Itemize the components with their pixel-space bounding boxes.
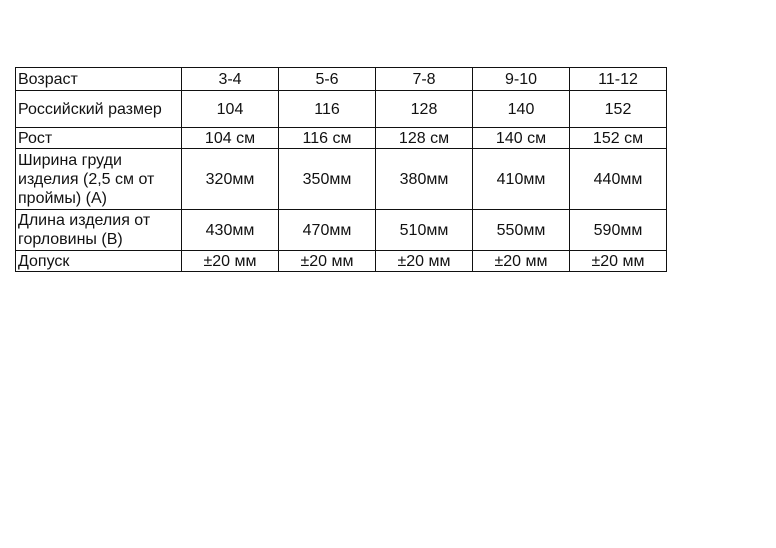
table-cell: 11-12	[570, 68, 667, 91]
row-label: Возраст	[16, 68, 182, 91]
table-cell: 152 см	[570, 128, 667, 149]
table-cell: 128 см	[376, 128, 473, 149]
table-cell: 470мм	[279, 210, 376, 251]
table-cell: 510мм	[376, 210, 473, 251]
table-cell: 152	[570, 91, 667, 128]
table-cell: 320мм	[182, 149, 279, 210]
table-row-tolerance	[16, 251, 667, 272]
table-cell: 590мм	[570, 210, 667, 251]
table-cell: 380мм	[376, 149, 473, 210]
table-cell: 116	[279, 91, 376, 128]
table-cell: 350мм	[279, 149, 376, 210]
row-label: Длина изделия от горловины (В)	[16, 210, 182, 251]
row-label: Российский размер	[16, 91, 182, 128]
table-cell: 140 см	[473, 128, 570, 149]
size-chart-table	[15, 67, 667, 272]
table-row-height	[16, 128, 667, 149]
table-cell: 104 см	[182, 128, 279, 149]
table-cell: 104	[182, 91, 279, 128]
table-row-length	[16, 210, 667, 251]
table-row-chest-width	[16, 149, 667, 210]
table-cell: 7-8	[376, 68, 473, 91]
row-label: Допуск	[16, 251, 182, 272]
table-cell: ±20 мм	[279, 251, 376, 272]
table-cell: 410мм	[473, 149, 570, 210]
table-cell: 128	[376, 91, 473, 128]
table-cell: 440мм	[570, 149, 667, 210]
table-cell: ±20 мм	[570, 251, 667, 272]
table-cell: 116 см	[279, 128, 376, 149]
table-row-age	[16, 68, 667, 91]
table-cell: 430мм	[182, 210, 279, 251]
row-label: Ширина груди изделия (2,5 см от проймы) (А)	[16, 149, 182, 210]
table-cell: 3-4	[182, 68, 279, 91]
table-cell: 550мм	[473, 210, 570, 251]
table-cell: 140	[473, 91, 570, 128]
table-cell: ±20 мм	[182, 251, 279, 272]
table-cell: ±20 мм	[473, 251, 570, 272]
row-label: Рост	[16, 128, 182, 149]
table-cell: 5-6	[279, 68, 376, 91]
table-cell: 9-10	[473, 68, 570, 91]
table-row-russian-size	[16, 91, 667, 128]
table-cell: ±20 мм	[376, 251, 473, 272]
